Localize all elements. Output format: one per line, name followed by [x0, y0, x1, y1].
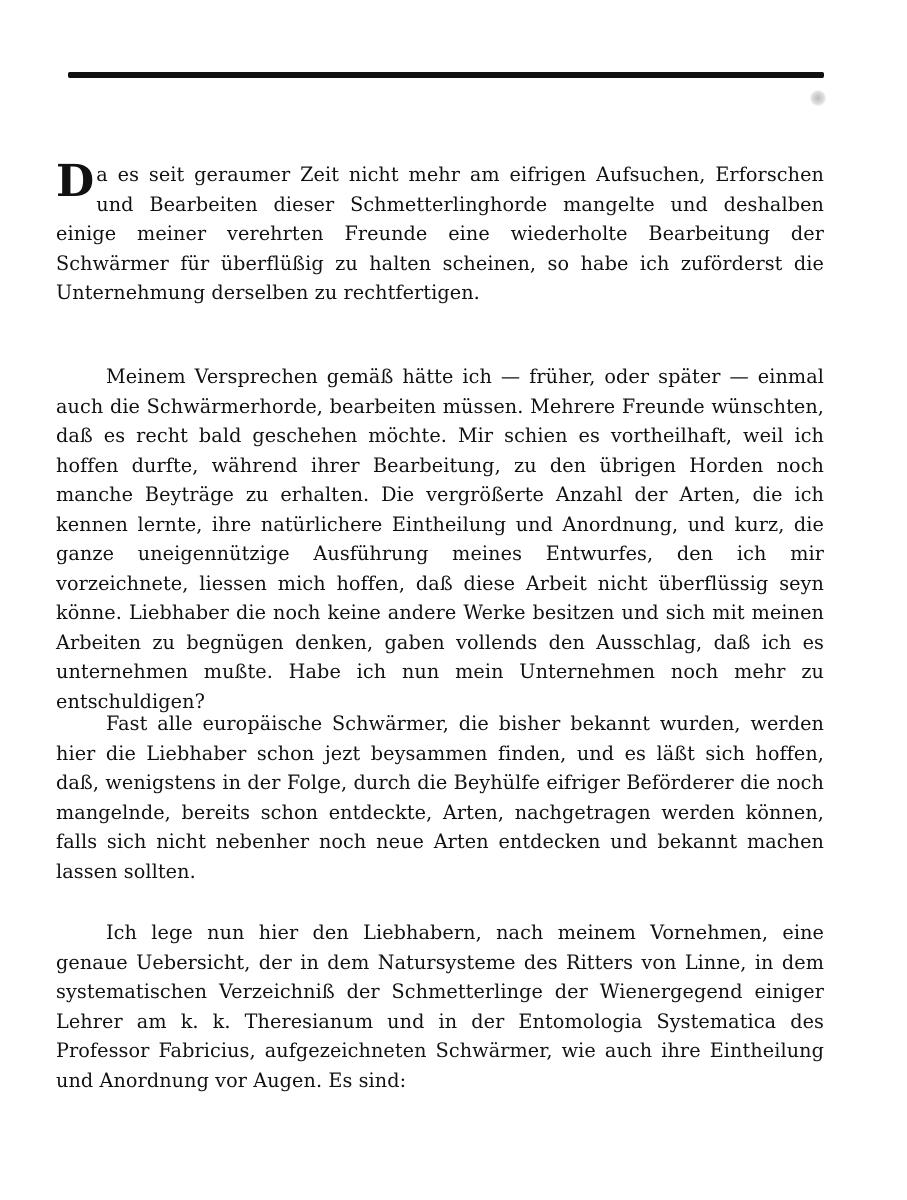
body-text: [56, 156, 824, 308]
top-rule-divider: [68, 72, 824, 78]
paper-stain: [810, 90, 826, 106]
body-text-3: [56, 709, 824, 886]
paragraph-1-text: a es seit geraumer Zeit nicht mehr am eifrigen Aufsuchen, Erforschen und Bearbeiten dieser Schmetterlinghorde mangelte und deshalben einige meiner verehrten Freunde eine wiederholte Bearbeitung der Schwärmer für überflüßig zu halten scheinen, so habe ich zuförderst die Unternehmung derselben zu rechtfertigen.: [56, 163, 824, 304]
paragraph-1: [56, 156, 824, 308]
paragraph-3: Fast alle europäische Schwärmer, die bisher bekannt wurden, werden hier die Liebhaber schon jezt beysammen finden, und es läßt sich hoffen, daß, wenigstens in der Folge, durch die Beyhülfe eifriger Beförderer die noch mangelnde, bereits schon entdeckte, Arten, nachgetragen werden können, falls sich nicht nebenher noch neue Arten entdecken und bekannt machen lassen sollten.: [56, 712, 824, 883]
drop-cap: D: [56, 156, 95, 207]
body-text-2: [56, 362, 824, 716]
body-text-4: [56, 918, 824, 1095]
paragraph-2: Meinem Versprechen gemäß hätte ich — früher, oder später — einmal auch die Schwärmerhorde, bearbeiten müssen. Mehrere Freunde wünschten, daß es recht bald geschehen möchte. Mir schien es vortheilhaft, weil ich hoffen durfte, während ihrer Bearbeitung, zu den übrigen Horden noch manche Beyträge zu erhalten. Die vergrößerte Anzahl der Arten, die ich kennen lernte, ihre natürlichere Eintheilung und Anordnung, und kurz, die ganze uneigennützige Ausführung meines Entwurfes, den ich mir vorzeichnete, liessen mich hoffen, daß diese Arbeit nicht überflüssig seyn könne. Liebhaber die noch keine andere Werke besitzen und sich mit meinen Arbeiten zu begnügen denken, gaben vollends den Ausschlag, daß ich es unternehmen mußte. Habe ich nun mein Unternehmen noch mehr zu entschuldigen?: [56, 365, 824, 713]
paragraph-4: Ich lege nun hier den Liebhabern, nach meinem Vornehmen, eine genaue Uebersicht, der in dem Natursysteme des Ritters von Linne, in dem systematischen Verzeichniß der Schmetterlinge der Wienergegend einiger Lehrer am k. k. Theresianum und in der Entomologia Systematica des Professor Fabricius, aufgezeichneten Schwärmer, wie auch ihre Eintheilung und Anordnung vor Augen. Es sind:: [56, 921, 824, 1092]
